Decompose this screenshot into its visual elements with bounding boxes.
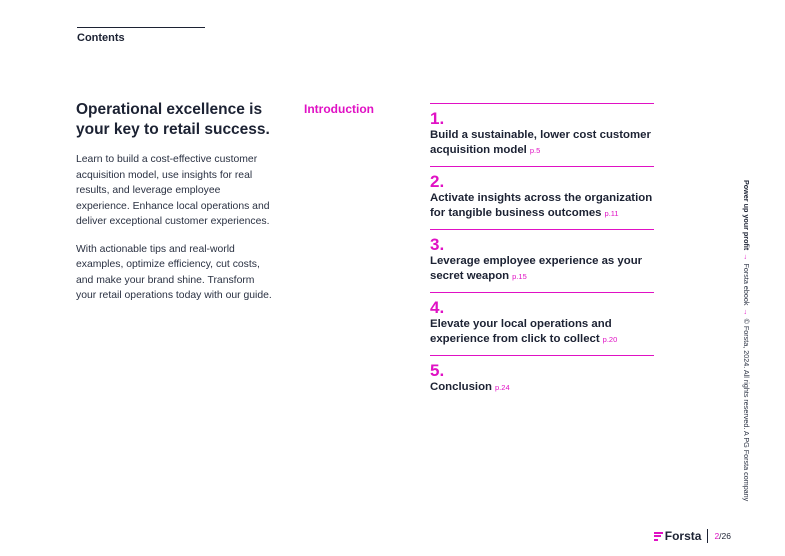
toc-item-4[interactable] [430, 292, 654, 355]
introduction-link[interactable]: Introduction [304, 102, 374, 116]
side-copyright: © Forsta, 2024. All rights reserved. A PG Forsta company [742, 318, 751, 502]
toc-page: p.11 [604, 208, 619, 218]
page-current: 2 [714, 531, 720, 541]
brand-name: Forsta [664, 529, 702, 543]
toc-title-text: Conclusion [430, 381, 493, 393]
toc-item-2[interactable] [430, 166, 654, 229]
toc-title [430, 254, 654, 284]
intro-paragraph-2: With actionable tips and real-world examples, optimize efficiency, cut costs, and make your brand shine. Transform your retail operations today with our guide. [76, 243, 272, 301]
toc-number: 2. [430, 172, 445, 191]
contents-label: Contents [77, 32, 125, 44]
header-rule [77, 27, 205, 28]
toc-page: p.24 [495, 383, 510, 392]
toc-title-text: Leverage employee experience as your secret weapon [430, 255, 643, 282]
toc-number: 5. [430, 361, 445, 380]
side-caption [742, 180, 751, 501]
toc-number: 4. [430, 298, 445, 317]
page-number [714, 531, 731, 541]
toc-title [430, 191, 654, 221]
side-ebook: Forsta ebook [742, 263, 751, 306]
table-of-contents [430, 103, 654, 404]
toc-page: p.20 [602, 334, 618, 344]
toc-page: p.5 [529, 145, 541, 155]
toc-title-text: Elevate your local operations and experience from click to collect [430, 318, 612, 345]
forsta-logo-icon [654, 532, 663, 541]
toc-title [430, 317, 654, 347]
toc-item-3[interactable] [430, 229, 654, 292]
page-headline: Operational excellence is your key to retail success. [76, 101, 270, 138]
page-total: /26 [719, 531, 731, 541]
arrow-icon: → [742, 308, 751, 316]
arrow-icon: → [742, 253, 751, 261]
toc-number: 1. [430, 109, 445, 128]
toc-page: p.15 [512, 271, 527, 281]
side-title: Power up your profit [742, 180, 751, 251]
footer [654, 529, 731, 543]
toc-title [430, 128, 654, 158]
toc-title-text: Build a sustainable, lower cost customer acquisition model [430, 129, 651, 156]
intro-paragraph-1: Learn to build a cost-effective customer acquisition model, use insights for real results, and leverage employee experience. Enhance local operations and deliver exceptional customer experiences. [76, 154, 270, 227]
toc-title-text: Activate insights across the organization for tangible business outcomes [430, 192, 653, 219]
footer-divider [707, 529, 708, 543]
toc-title [430, 380, 654, 396]
toc-number: 3. [430, 235, 445, 254]
toc-item-1[interactable] [430, 103, 654, 166]
toc-item-5[interactable] [430, 355, 654, 404]
intro-column [76, 100, 276, 316]
forsta-logo [654, 529, 702, 543]
